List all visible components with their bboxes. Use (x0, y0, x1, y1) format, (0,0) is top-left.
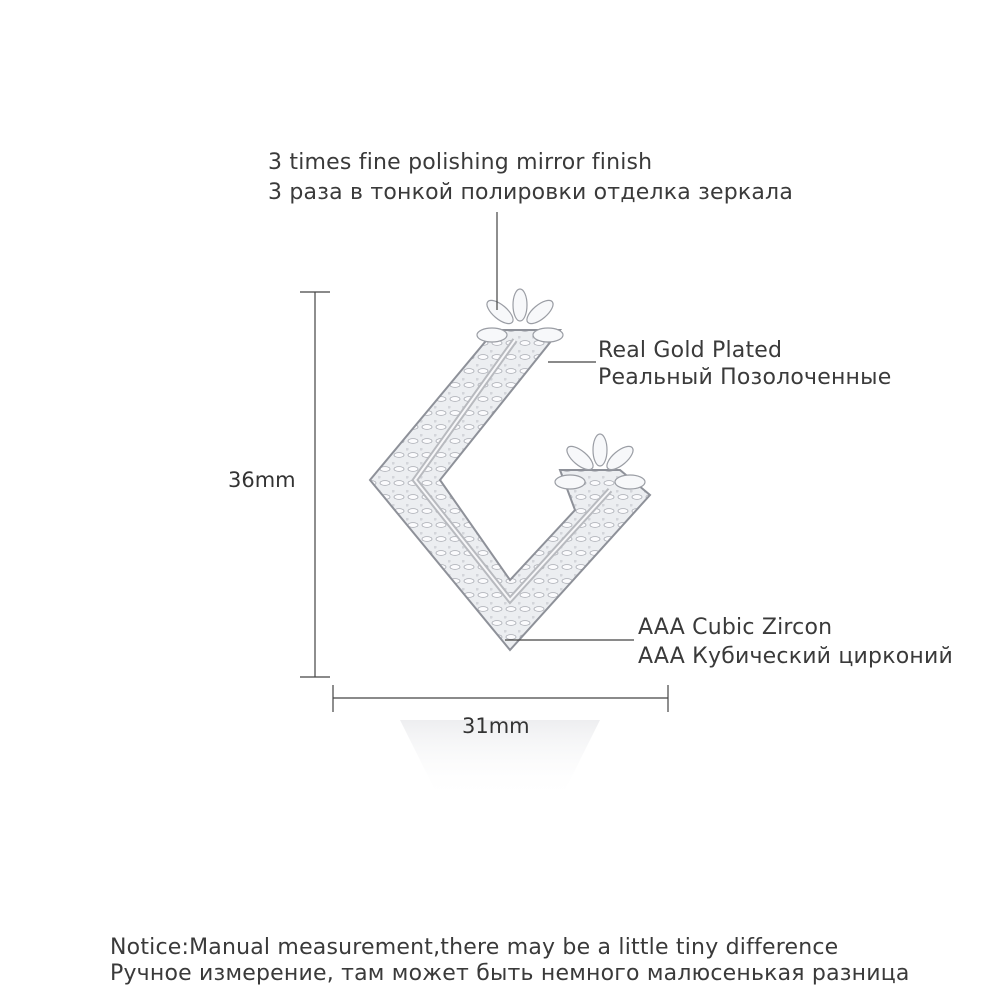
width-dimension-line (333, 685, 668, 712)
height-dimension-line (300, 292, 330, 677)
notice-ru: Ручное измерение, там может быть немного малюсенькая разница (110, 961, 910, 986)
notice-en: Notice:Manual measurement,there may be a little tiny difference (110, 935, 839, 960)
plating-callout-ru: Реальный Позолоченные (598, 365, 892, 390)
polish-callout-en: 3 times fine polishing mirror finish (268, 150, 653, 175)
height-dimension-label: 36mm (228, 468, 296, 492)
stone-callout-ru: AAA Кубический цирконий (638, 644, 953, 669)
plating-callout-en: Real Gold Plated (598, 338, 783, 363)
stone-callout-en: AAA Cubic Zircon (638, 615, 833, 640)
width-dimension-label: 31mm (462, 714, 530, 738)
polish-callout-ru: 3 раза в тонкой полировки отделка зеркала (268, 180, 793, 205)
